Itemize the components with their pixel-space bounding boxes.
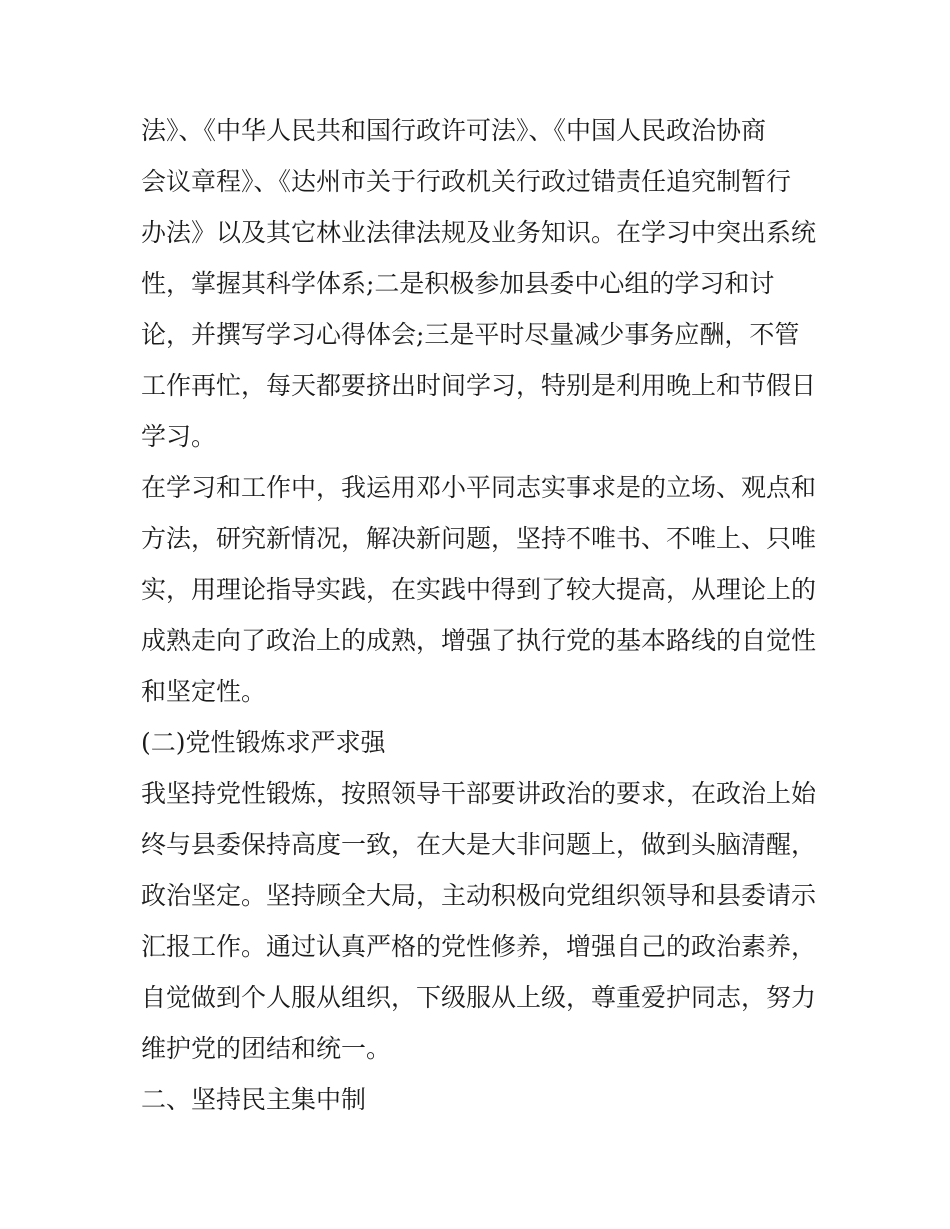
text-line: 办法》以及其它林业法律法规及业务知识。在学习中突出系统 [141,218,817,247]
text-line: 和坚定性。 [141,677,267,706]
text-line: 法》、《中华人民共和国行政许可法》、《中国人民政治协商 [141,116,767,145]
text-line: 维护党的团结和统一。 [141,1034,392,1063]
text-line: 论，并撰写学习心得体会;三是平时尽量减少事务应酬，不管 [141,320,800,349]
text-line: 学习。 [141,422,217,451]
text-line: 工作再忙，每天都要挤出时间学习，特别是利用晚上和节假日 [141,371,817,400]
text-line: 在学习和工作中，我运用邓小平同志实事求是的立场、观点和 [141,473,817,502]
section-heading: (二)党性锻炼求严求强 [141,728,386,757]
text-line: 会议章程》、《达州市关于行政机关行政过错责任追究制暂行 [141,167,792,196]
text-line: 实，用理论指导实践，在实践中得到了较大提高，从理论上的 [141,575,817,604]
text-line: 汇报工作。通过认真严格的党性修养，增强自己的政治素养， [141,932,817,961]
text-line: 性，掌握其科学体系;二是积极参加县委中心组的学习和讨 [141,269,775,298]
document-body [141,105,816,1125]
text-line: 政治坚定。坚持顾全大局，主动积极向党组织领导和县委请示 [141,881,817,910]
text-line: 自觉做到个人服从组织，下级服从上级，尊重爱护同志，努力 [141,983,817,1012]
text-line: 终与县委保持高度一致，在大是大非问题上，做到头脑清醒， [141,830,817,859]
text-line: 成熟走向了政治上的成熟，增强了执行党的基本路线的自觉性 [141,626,817,655]
text-line: 我坚持党性锻炼，按照领导干部要讲政治的要求，在政治上始 [141,779,817,808]
section-heading: 二、坚持民主集中制 [141,1085,367,1114]
text-line: 方法，研究新情况，解决新问题，坚持不唯书、不唯上、只唯 [141,524,817,553]
